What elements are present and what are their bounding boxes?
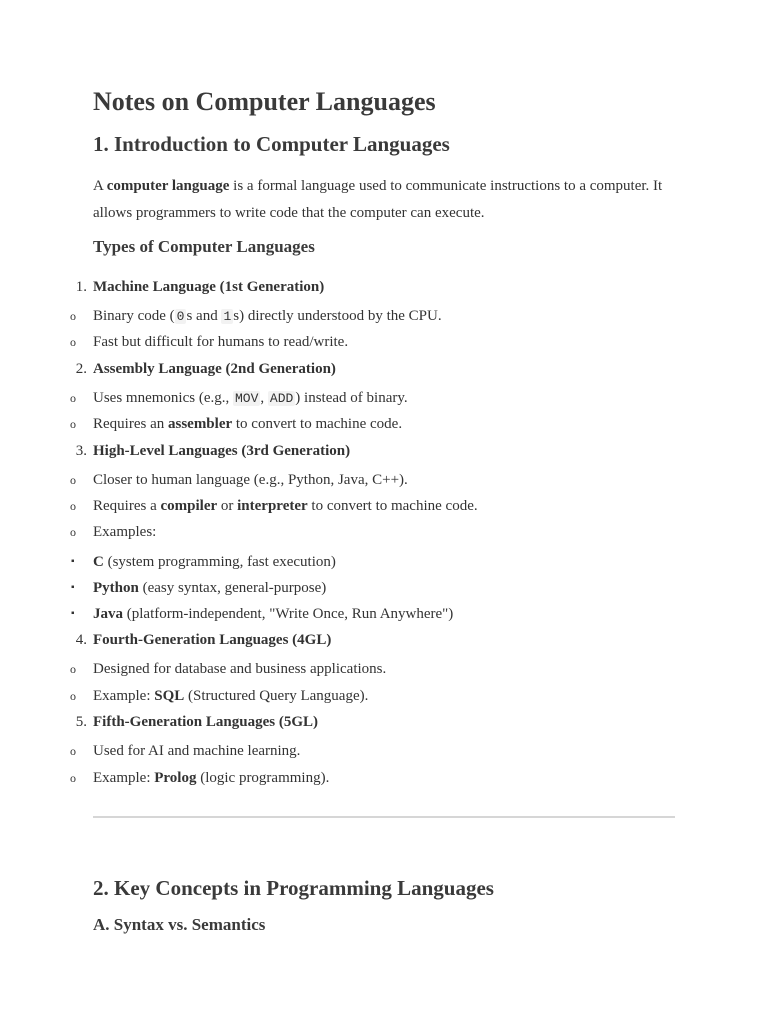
square-bullet-icon: ▪ bbox=[71, 608, 75, 619]
circle-bullet-icon: o bbox=[70, 662, 76, 676]
sub-item: o Examples: bbox=[70, 524, 157, 540]
document-title: Notes on Computer Languages bbox=[93, 87, 436, 116]
sub-item: o Requires a compiler or interpreter to convert to machine code. bbox=[70, 498, 478, 514]
sub-item: o Example: SQL (Structured Query Language). bbox=[70, 688, 369, 704]
example-item-c: ▪ C (system programming, fast execution) bbox=[71, 554, 336, 570]
circle-bullet-icon: o bbox=[70, 499, 76, 513]
sub-item: o Requires an assembler to convert to machine code. bbox=[70, 416, 403, 432]
term-computer-language: computer language bbox=[106, 178, 230, 194]
list-item-fifth-generation: 5. Fifth-Generation Languages (5GL) bbox=[75, 714, 318, 730]
example-item-python: ▪ Python (easy syntax, general-purpose) bbox=[71, 580, 327, 596]
circle-bullet-icon: o bbox=[70, 689, 76, 703]
intro-paragraph: A computer language is a formal language used to communicate instructions to a computer. It allows programmers to write code that the computer can execute. bbox=[93, 178, 663, 221]
section-2-heading: 2. Key Concepts in Programming Languages bbox=[93, 876, 494, 900]
circle-bullet-icon: o bbox=[70, 335, 76, 349]
section-1-heading: 1. Introduction to Computer Languages bbox=[93, 132, 450, 156]
circle-bullet-icon: o bbox=[70, 391, 76, 405]
sub-item: o Uses mnemonics (e.g., MOV , ADD ) instead of binary. bbox=[70, 390, 408, 406]
section-2-subheading: A. Syntax vs. Semantics bbox=[93, 915, 266, 934]
circle-bullet-icon: o bbox=[70, 771, 76, 785]
horizontal-divider bbox=[93, 816, 675, 818]
square-bullet-icon: ▪ bbox=[71, 582, 75, 593]
sub-item: o Fast but difficult for humans to read/write. bbox=[70, 334, 349, 350]
list-item-fourth-generation: 4. Fourth-Generation Languages (4GL) bbox=[75, 632, 332, 648]
circle-bullet-icon: o bbox=[70, 417, 76, 431]
circle-bullet-icon: o bbox=[70, 525, 76, 539]
square-bullet-icon: ▪ bbox=[71, 556, 75, 567]
list-item-machine-language: 1. Machine Language (1st Generation) bbox=[75, 279, 325, 295]
types-heading: Types of Computer Languages bbox=[93, 237, 315, 256]
circle-bullet-icon: o bbox=[70, 744, 76, 758]
sub-item: o Binary code ( 0 s and 1 s) directly understood by the CPU. bbox=[70, 308, 442, 324]
circle-bullet-icon: o bbox=[70, 473, 76, 487]
sub-item: o Used for AI and machine learning. bbox=[70, 743, 301, 759]
circle-bullet-icon: o bbox=[70, 309, 76, 323]
sub-item: o Closer to human language (e.g., Python, Java, C++). bbox=[70, 472, 408, 488]
sub-item: o Example: Prolog (logic programming). bbox=[70, 770, 330, 786]
example-item-java: ▪ Java (platform-independent, "Write Once, Run Anywhere") bbox=[71, 606, 454, 622]
sub-item: o Designed for database and business applications. bbox=[70, 661, 387, 677]
list-item-assembly-language: 2. Assembly Language (2nd Generation) bbox=[75, 361, 336, 377]
list-item-high-level-languages: 3. High-Level Languages (3rd Generation) bbox=[75, 443, 351, 459]
